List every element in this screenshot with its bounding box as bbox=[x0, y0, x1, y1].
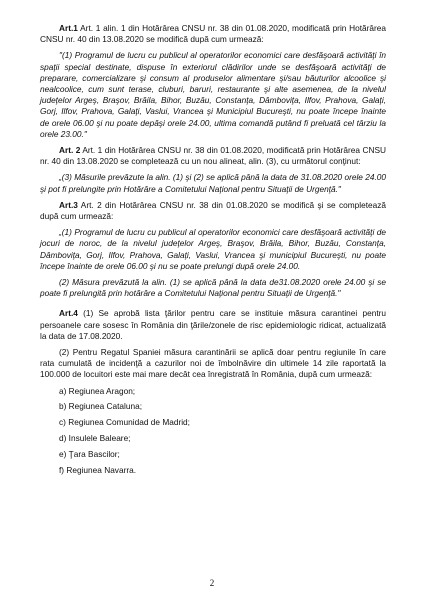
article-4-text: (1) Se aprobă lista ţărilor pentru care se instituie măsura carantinei pentru persoanele care sosesc în România din ţările/zonele de risc epidemiologic ridicat, actualizată la data de 17.08.2020. bbox=[40, 308, 386, 341]
article-2-text: Art. 1 din Hotărârea CNSU nr. 38 din 01.08.2020, modificată prin Hotărârea CNSU nr. 40 din 13.08.2020 se completează cu un nou alineat, alin. (3), cu următorul conţinut: bbox=[40, 145, 386, 167]
document-body bbox=[40, 23, 386, 480]
article-2-quote: „(3) Măsurile prevăzute la alin. (1) şi (2) se aplică până la data de 31.08.2020 orele 24.00 şi pot fi prelungite prin Hotărâre a Comitetului Naţional pentru Situaţii de Urgenţă." bbox=[40, 172, 386, 194]
article-4-label: Art.4 bbox=[59, 308, 78, 319]
article-1-label: Art.1 bbox=[59, 23, 78, 33]
article-4-paragraph-1 bbox=[40, 308, 386, 342]
article-3-intro bbox=[40, 200, 386, 222]
article-2-intro bbox=[40, 145, 386, 167]
list-item: d) Insulele Baleare; bbox=[59, 433, 131, 444]
list-item: a) Regiunea Aragon; bbox=[59, 385, 136, 396]
article-3-quote-2: (2) Măsura prevăzută la alin. (1) se aplică până la data de31.08.2020 orele 24.00 şi se poate fi prelungită prin hotărâre a Comitetului Naţional pentru Situaţii de Urgenţă." bbox=[40, 277, 386, 299]
list-item: c) Regiunea Comunidad de Madrid; bbox=[59, 417, 190, 428]
article-3-quote-1: „(1) Programul de lucru cu publicul al operatorilor economici care desfăşoară activităţi de jocuri de noroc, de la nivelul judeţelor Argeş, Braşov, Brăila, Bihor, Buzău, Constanţa, Dâmboviţa, Gorj, Ilfov, Prahova, Galaţi, Vaslui, Vrancea şi municipiul Bucureşti, nu poate începe înainte de orele 06.00 şi nu se poate prelungi după orele 24.00. bbox=[40, 227, 386, 271]
article-2-label: Art. 2 bbox=[59, 145, 81, 156]
list-item: e) Ţara Bascilor; bbox=[59, 448, 120, 459]
article-3-label: Art.3 bbox=[59, 199, 78, 210]
article-1-intro bbox=[40, 23, 386, 45]
article-3-text: Art. 2 din Hotărârea CNSU nr. 38 din 01.08.2020 se modifică şi se completează după cum urmează: bbox=[40, 199, 386, 222]
list-item: f) Regiunea Navarra. bbox=[59, 464, 137, 475]
article-4-paragraph-2: (2) Pentru Regatul Spaniei măsura carantinării se aplică doar pentru regiunile în care rata cumulată de incidenţă a cazurilor noi de îmbolnăvire din ultimele 14 zile raportată la 100.000 de locuitori este mai mare decât cea înregistrată în România, după cum urmează: bbox=[40, 347, 386, 380]
article-1-text: Art. 1 alin. 1 din Hotărârea CNSU nr. 38 din 01.08.2020, modificată prin Hotărârea CNSU nr. 40 din 13.08.2020 se modifică după cum urmează: bbox=[40, 23, 386, 45]
spain-regions-list bbox=[40, 386, 386, 476]
page-number: 2 bbox=[209, 578, 215, 588]
list-item: b) Regiunea Cataluna; bbox=[59, 401, 143, 412]
article-1-quote: "(1) Programul de lucru cu publicul al operatorilor economici care desfăşoară activităţi în spaţii special destinate, dispuse în exteriorul clădirilor unde se desfăşoară activităţi de preparare, comercializare şi consum al produselor alimentare şi/sau băuturilor alcoolice şi nealcoolice, cum sunt terase, cluburi, baruri, restaurante şi alte asemenea, de la nivelul judeţelor Argeş, Braşov, Brăila, Bihor, Buzău, Constanţa, Dâmboviţa, Ilfov, Prahova, Galaţi, Gorj, Ilfov, Prahova, Galaţi, Vaslui, Vrancea şi Municipiul Bucureşti, nu poate începe înainte de orele 06.00 şi nu poate depăşi orele 24.00, ultima comandă putând fi preluată cel târziu la orele 23.00." bbox=[40, 50, 386, 139]
